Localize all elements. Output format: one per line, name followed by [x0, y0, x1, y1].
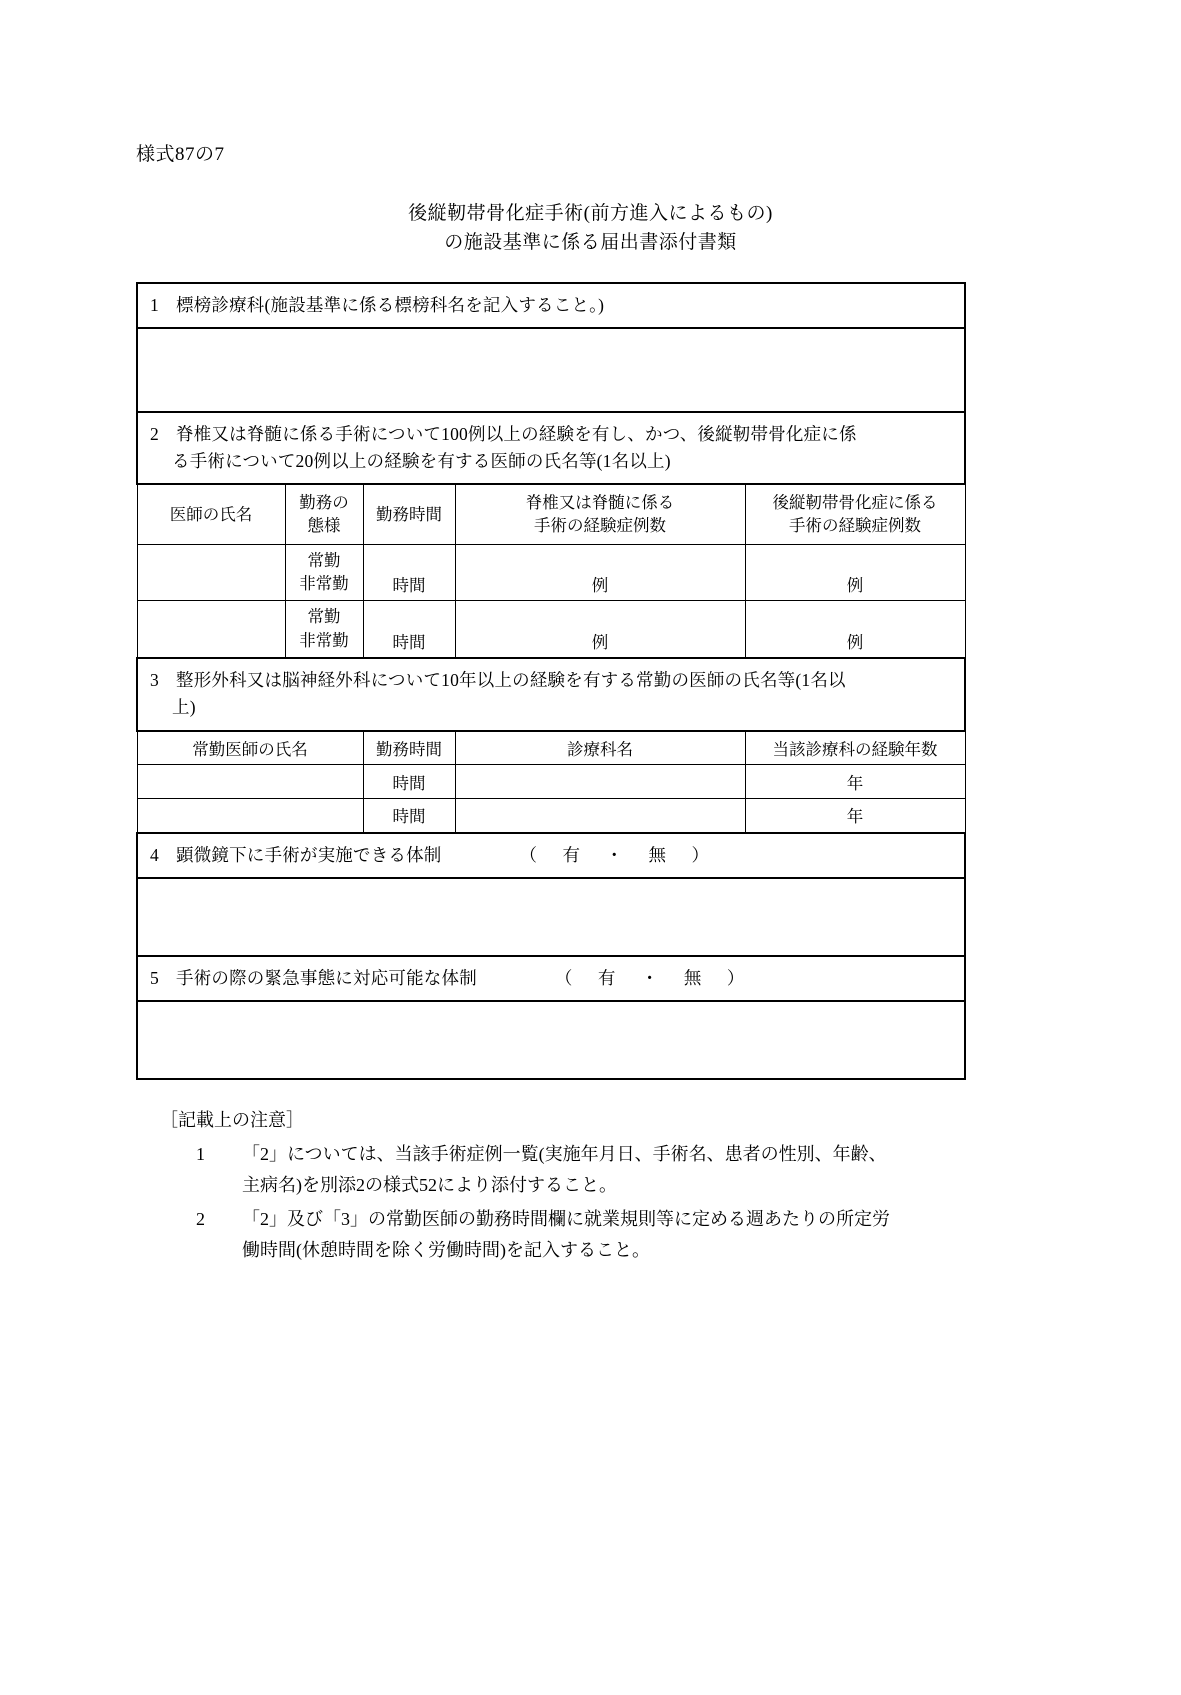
ossification-cases-input-2[interactable]: 例 — [745, 601, 965, 658]
col-header-work-status — [285, 484, 363, 544]
doctor-name-input-1[interactable] — [137, 544, 285, 601]
col-header-ossification-cases — [745, 484, 965, 544]
note-item-1-line2: 主病名)を別添2の様式52により添付すること。 — [242, 1175, 617, 1195]
col-header-department-name: 診療科名 — [455, 731, 745, 765]
department-name-input-2[interactable] — [455, 799, 745, 833]
col-header-work-hours: 勤務時間 — [363, 484, 455, 544]
section-2-text-line2: る手術について20例以上の経験を有する医師の氏名等(1名以上) — [172, 451, 671, 472]
work-status-choice-2[interactable] — [285, 601, 363, 658]
section-4-text: 顕微鏡下に手術が実施できる体制 — [176, 844, 442, 865]
section-3-number: 3 — [150, 670, 159, 691]
col-header-spine-cases-line2: 手術の経験症例数 — [534, 516, 666, 536]
note-item-2 — [136, 1204, 1016, 1236]
work-hours-input-2[interactable]: 時間 — [363, 601, 455, 658]
notes-title: ［記載上の注意］ — [160, 1110, 304, 1130]
notes-section — [136, 1105, 1016, 1267]
work-status-parttime-2[interactable]: 非常勤 — [299, 631, 349, 651]
note-item-2-line2: 働時間(休憩時間を除く労働時間)を記入すること。 — [242, 1240, 650, 1260]
doctor-name-input-2[interactable] — [137, 601, 285, 658]
col-header-spine-cases-line1: 脊椎又は脊髄に係る — [525, 493, 675, 513]
form-number: 様式87の7 — [136, 144, 225, 165]
section-2-text-line1: 脊椎又は脊髄に係る手術について100例以上の経験を有し、かつ、後縦靭帯骨化症に係 — [176, 424, 857, 445]
col-header-ossification-cases-line2: 手術の経験症例数 — [789, 516, 922, 536]
col-header-department-years: 当該診療科の経験年数 — [745, 731, 965, 765]
section-3-text-line1: 整形外科又は脳神経外科について10年以上の経験を有する常勤の医師の氏名等(1名以 — [176, 670, 846, 691]
fulltime-doctor-name-input-2[interactable] — [137, 799, 363, 833]
spine-cases-input-2[interactable]: 例 — [455, 601, 745, 658]
section-2-header-cell — [137, 412, 965, 484]
work-status-choice-1[interactable] — [285, 544, 363, 601]
work-status-fulltime-1[interactable]: 常勤 — [307, 550, 341, 570]
col-header-ossification-cases-line1: 後縦靭帯骨化症に係る — [772, 493, 938, 513]
section-4-choice[interactable]: （ 有 ・ 無 ） — [519, 844, 713, 865]
section-1-text: 標榜診療科(施設基準に係る標榜科名を記入すること。) — [176, 295, 605, 315]
section-2-number: 2 — [150, 424, 159, 445]
s3-work-hours-input-2[interactable]: 時間 — [363, 799, 455, 833]
department-years-input-1[interactable]: 年 — [745, 765, 965, 799]
work-status-fulltime-2[interactable]: 常勤 — [307, 607, 341, 627]
work-hours-input-1[interactable]: 時間 — [363, 544, 455, 601]
section-4-number: 4 — [150, 844, 159, 865]
note-item-2-label: 2 — [196, 1208, 205, 1229]
document-title — [0, 200, 1181, 257]
section-3-text-line2: 上) — [172, 697, 196, 718]
section-1-header-cell — [137, 283, 965, 328]
col-header-work-status-line2: 態様 — [307, 516, 341, 536]
s3-work-hours-input-1[interactable]: 時間 — [363, 765, 455, 799]
section-5-text: 手術の際の緊急事態に対応可能な体制 — [176, 967, 477, 988]
work-status-parttime-1[interactable]: 非常勤 — [299, 574, 349, 594]
section-5-header-cell — [137, 956, 965, 1001]
note-item-1-label: 1 — [196, 1143, 205, 1164]
department-years-input-2[interactable]: 年 — [745, 799, 965, 833]
col-header-doctor-name: 医師の氏名 — [137, 484, 285, 544]
ossification-cases-input-1[interactable]: 例 — [745, 544, 965, 601]
note-item-1-line1: 「2」については、当該手術症例一覧(実施年月日、手術名、患者の性別、年齢、 — [242, 1143, 887, 1164]
note-item-1 — [136, 1139, 1016, 1171]
spine-cases-input-1[interactable]: 例 — [455, 544, 745, 601]
document-title-line2: の施設基準に係る届出書添付書類 — [444, 231, 737, 253]
col-header-fulltime-doctor-name: 常勤医師の氏名 — [137, 731, 363, 765]
col-header-s3-work-hours: 勤務時間 — [363, 731, 455, 765]
section-1-entry-area[interactable] — [137, 328, 965, 412]
col-header-work-status-line1: 勤務の — [299, 493, 349, 513]
department-name-input-1[interactable] — [455, 765, 745, 799]
section-5-entry-area[interactable] — [137, 1001, 965, 1079]
section-3-header-cell — [137, 658, 965, 730]
note-item-2-line1: 「2」及び「3」の常勤医師の勤務時間欄に就業規則等に定める週あたりの所定労 — [242, 1208, 890, 1229]
section-5-number: 5 — [150, 967, 159, 988]
fulltime-doctor-name-input-1[interactable] — [137, 765, 363, 799]
section-4-entry-area[interactable] — [137, 878, 965, 956]
section-5-choice[interactable]: （ 有 ・ 無 ） — [554, 967, 749, 988]
document-title-line1: 後縦靭帯骨化症手術(前方進入によるもの) — [408, 203, 773, 224]
section-1-number: 1 — [150, 295, 159, 315]
section-4-header-cell — [137, 833, 965, 878]
facility-standard-form-table — [136, 282, 966, 1080]
col-header-spine-cases — [455, 484, 745, 544]
